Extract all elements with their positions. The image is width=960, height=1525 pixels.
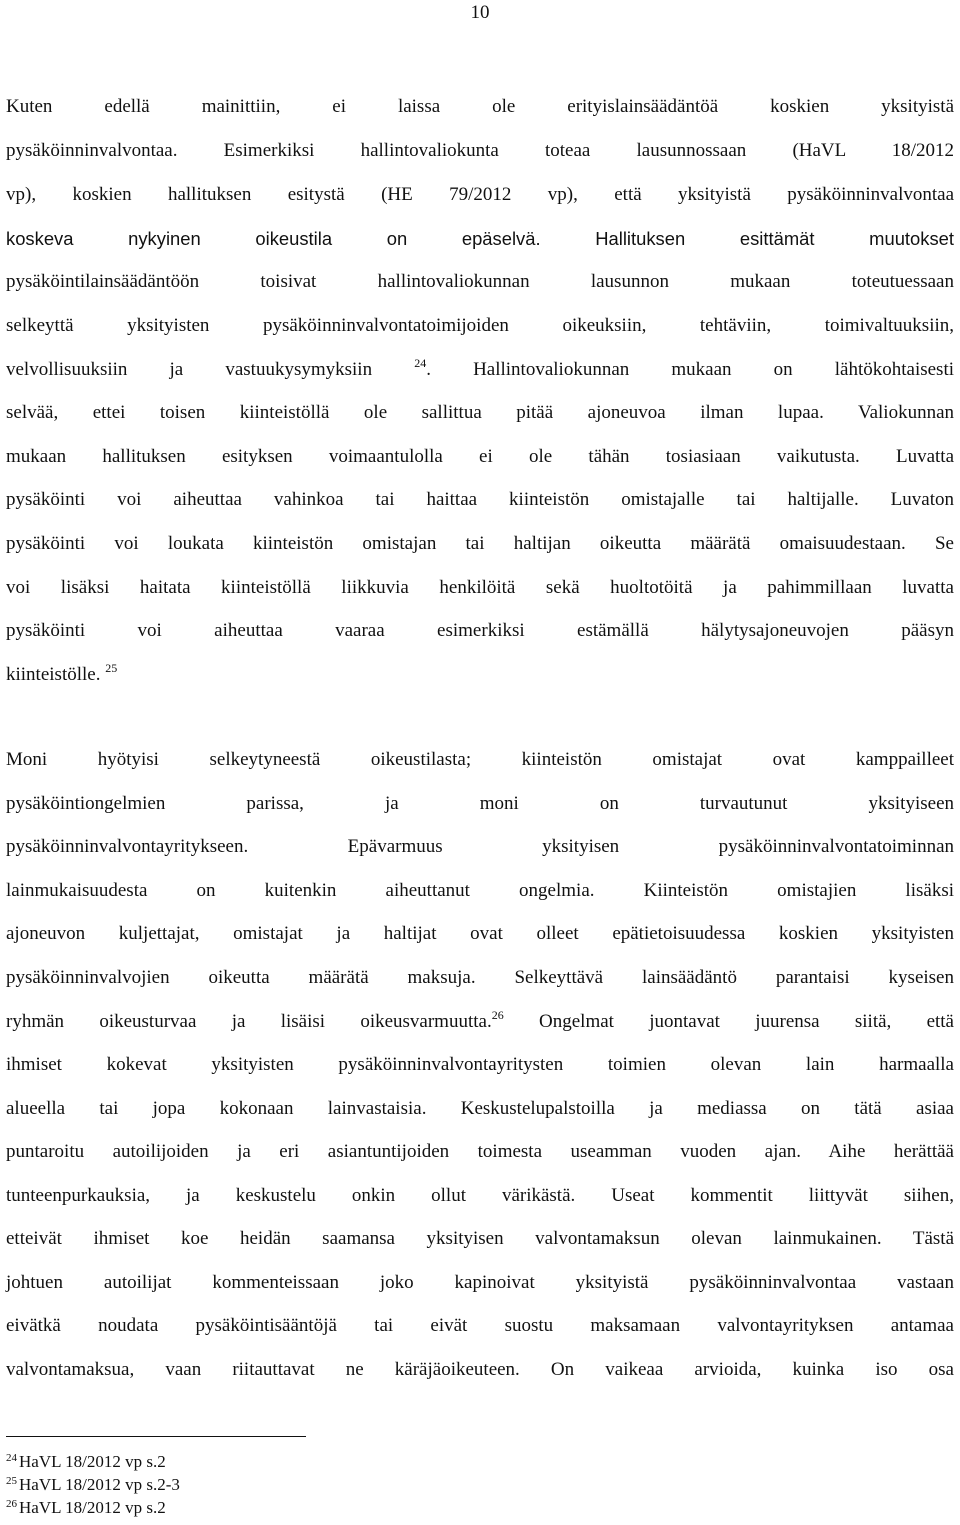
- body-line: lainmukaisuudesta on kuitenkin aiheuttanut ongelmia. Kiinteistön omistajien lisäksi: [6, 880, 954, 901]
- body-line: puntaroitu autoilijoiden ja eri asiantuntijoiden toimesta useamman vuoden ajan. Aihe herättää: [6, 1141, 954, 1162]
- footnote-separator: [6, 1436, 306, 1437]
- body-line: pysäköintilainsäädäntöön toisivat hallintovaliokunnan lausunnon mukaan toteutuessaan: [6, 271, 954, 292]
- body-line: Moni hyötyisi selkeytyneestä oikeustilasta; kiinteistön omistajat ovat kamppailleet: [6, 749, 954, 770]
- footnote: [6, 1497, 166, 1519]
- body-line: pysäköinti voi aiheuttaa vahinkoa tai haittaa kiinteistön omistajalle tai haltijalle. Luvaton: [6, 489, 954, 510]
- footnote-text: HaVL 18/2012 vp s.2-3: [19, 1475, 180, 1494]
- body-line: mukaan hallituksen esityksen voimaantulolla ei ole tähän tosiasiaan vaikutusta. Luvatta: [6, 446, 954, 467]
- footnote-ref-25: 25: [105, 661, 118, 675]
- body-line: selkeyttä yksityisten pysäköinninvalvontatoimijoiden oikeuksiin, tehtäviin, toimivaltuuksiin,: [6, 315, 954, 336]
- body-line: koskeva nykyinen oikeustila on epäselvä. Hallituksen esittämät muutokset: [6, 228, 954, 249]
- line-text: kiinteistölle.: [6, 664, 101, 685]
- body-line: johtuen autoilijat kommenteissaan joko kapinoivat yksityistä pysäköinninvalvontaa vastaan: [6, 1272, 954, 1293]
- footnote-number: 26: [6, 1498, 17, 1510]
- footnote-text: HaVL 18/2012 vp s.2: [19, 1498, 166, 1517]
- body-line: ajoneuvon kuljettajat, omistajat ja haltijat ovat olleet epätietoisuudessa koskien yksityisten: [6, 923, 954, 944]
- footnote-number: 25: [6, 1475, 17, 1487]
- footnote-ref-24: 24: [414, 356, 427, 370]
- body-line: etteivät ihmiset koe heidän saamansa yksityisen valvontamaksun olevan lainmukainen. Tästä: [6, 1228, 954, 1249]
- body-line: tunteenpurkauksia, ja keskustelu onkin ollut värikästä. Useat kommentit liittyvät siihen,: [6, 1185, 954, 1206]
- body-line: pysäköinninvalvontaa. Esimerkiksi hallintovaliokunta toteaa lausunnossaan (HaVL 18/2012: [6, 140, 954, 161]
- line-text: velvollisuuksiin ja vastuukysymyksiin: [6, 359, 373, 380]
- body-line: vp), koskien hallituksen esitystä (HE 79/2012 vp), että yksityistä pysäköinninvalvontaa: [6, 184, 954, 205]
- body-line: [6, 662, 954, 688]
- line-text: ryhmän oikeusturvaa ja lisäisi oikeusvarmuutta.: [6, 1011, 492, 1032]
- body-line: selvää, ettei toisen kiinteistöllä ole sallittua pitää ajoneuvoa ilman lupaa. Valiokunnan: [6, 402, 954, 423]
- body-line: pysäköinti voi loukata kiinteistön omistajan tai haltijan oikeutta määrätä omaisuudestaan. Se: [6, 533, 954, 554]
- footnote-number: 24: [6, 1452, 17, 1464]
- body-line: eivätkä noudata pysäköintisääntöjä tai eivät suostu maksamaan valvontayrityksen antamaa: [6, 1315, 954, 1336]
- body-line: pysäköintiongelmien parissa, ja moni on turvautunut yksityiseen: [6, 793, 954, 814]
- body-line: pysäköinninvalvontayritykseen. Epävarmuus yksityisen pysäköinninvalvontatoiminnan: [6, 836, 954, 857]
- line-text: Ongelmat juontavat juurensa siitä, että: [503, 1011, 954, 1032]
- body-line: [6, 357, 954, 383]
- footnote: [6, 1451, 166, 1473]
- body-line: voi lisäksi haitata kiinteistöllä liikkuvia henkilöitä sekä huoltotöitä ja pahimmillaan luvatta: [6, 577, 954, 598]
- body-line: Kuten edellä mainittiin, ei laissa ole erityislainsäädäntöä koskien yksityistä: [6, 96, 954, 117]
- line-text: . Hallintovaliokunnan mukaan on lähtökohtaisesti: [426, 359, 955, 380]
- body-line: pysäköinninvalvojien oikeutta määrätä maksuja. Selkeyttävä lainsäädäntö parantaisi kyseisen: [6, 967, 954, 988]
- footnote-text: HaVL 18/2012 vp s.2: [19, 1452, 166, 1471]
- footnote: [6, 1474, 180, 1496]
- body-line: pysäköinti voi aiheuttaa vaaraa esimerkiksi estämällä hälytysajoneuvojen pääsyn: [6, 620, 954, 641]
- footnote-ref-26: 26: [491, 1008, 504, 1022]
- body-line: alueella tai jopa kokonaan lainvastaisia. Keskustelupalstoilla ja mediassa on tätä asiaa: [6, 1098, 954, 1119]
- body-line: valvontamaksua, vaan riitauttavat ne käräjäoikeuteen. On vaikeaa arvioida, kuinka iso osa: [6, 1359, 954, 1380]
- body-line: [6, 1009, 954, 1035]
- body-line: ihmiset kokevat yksityisten pysäköinninvalvontayritysten toimien olevan lain harmaalla: [6, 1054, 954, 1075]
- page-number: 10: [470, 2, 490, 23]
